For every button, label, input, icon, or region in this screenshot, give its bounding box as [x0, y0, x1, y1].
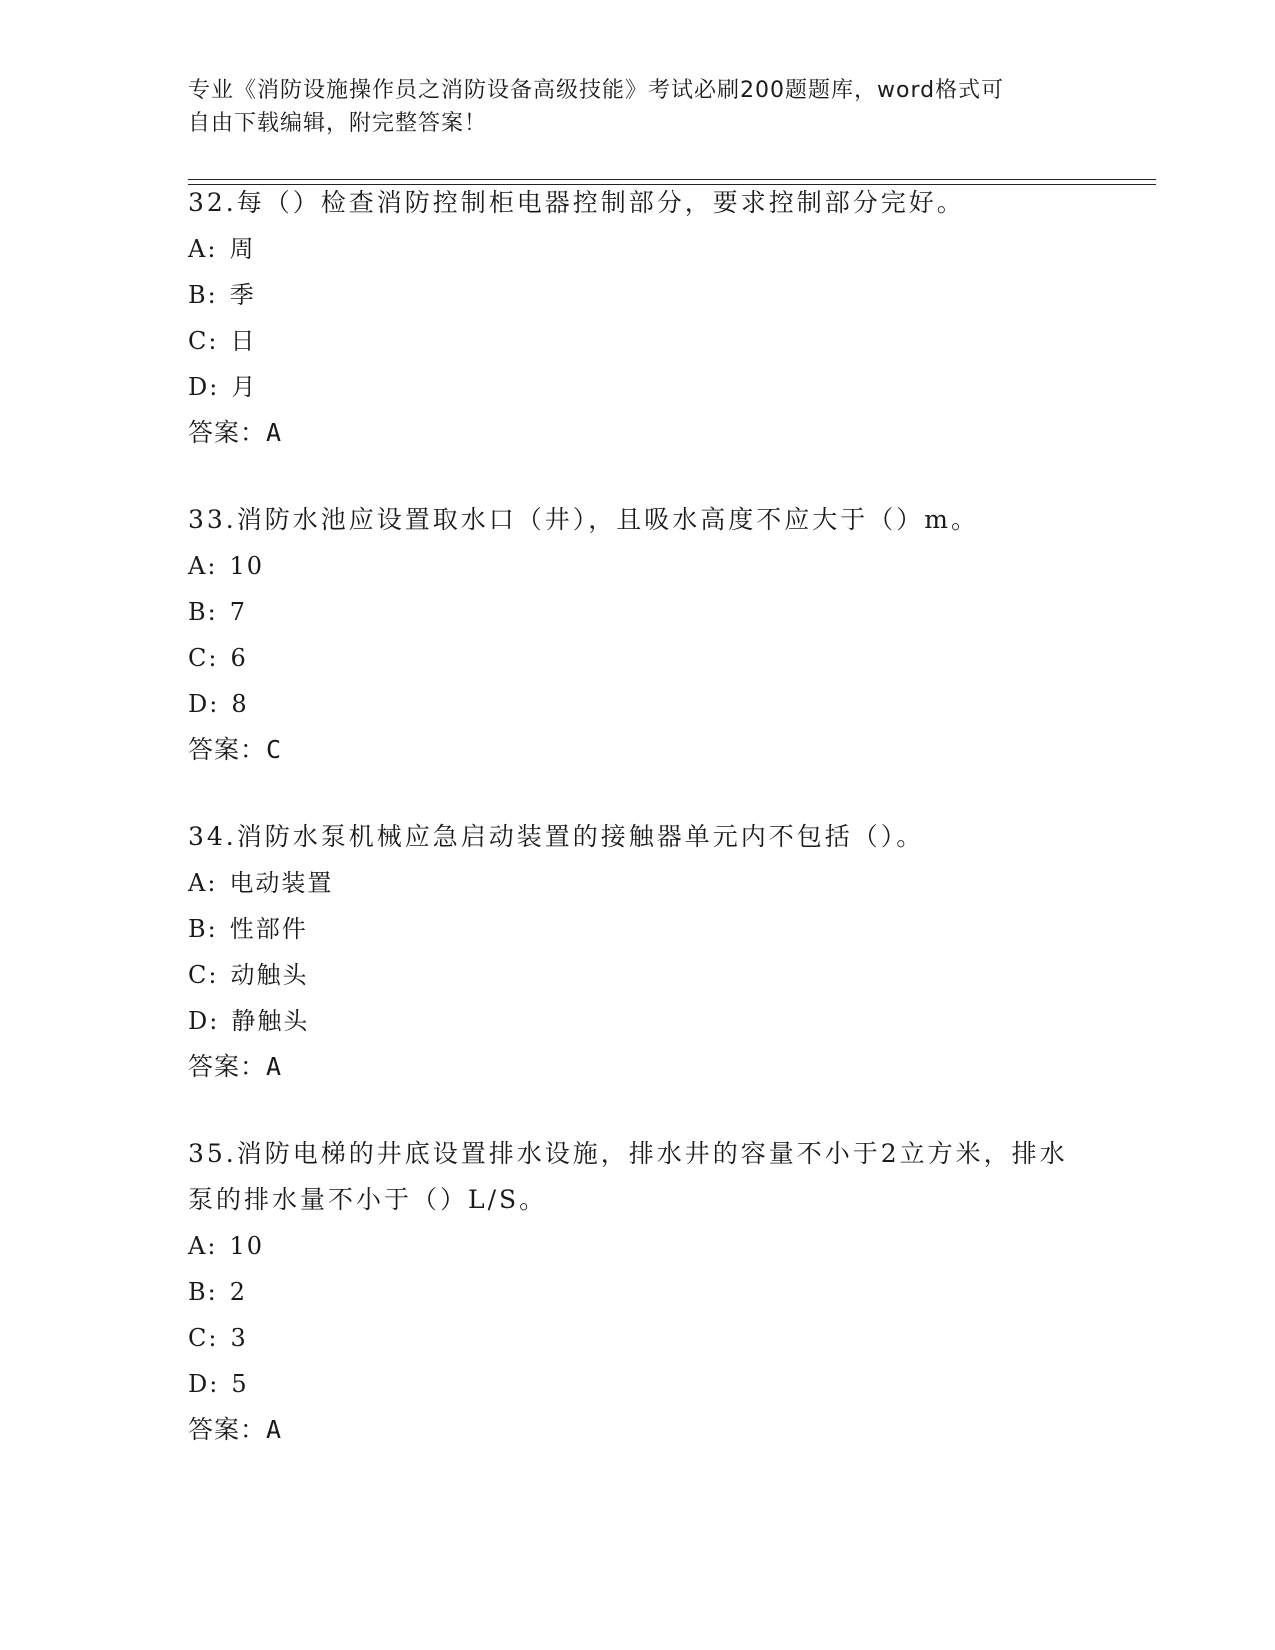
- answer-label: 答案：: [188, 1052, 267, 1081]
- option-text: 静触头: [231, 1007, 310, 1035]
- question-stem: 32.每（）检查消防控制柜电器控制部分，要求控制部分完好。: [188, 188, 965, 217]
- answer-value: A: [266, 1052, 283, 1081]
- option-d: D: 月: [188, 373, 258, 401]
- option-text: 3: [230, 1324, 248, 1352]
- option-a: A: 10: [188, 552, 264, 580]
- document-header: [188, 74, 1068, 140]
- option-text: 季: [229, 281, 256, 309]
- option-a: A: 周: [188, 235, 256, 263]
- answer-line: [188, 410, 1088, 456]
- option-d: D: 8: [188, 690, 249, 718]
- option-text: 日: [230, 327, 257, 355]
- option-text: 10: [229, 1232, 264, 1260]
- option-b: B: 2: [188, 1278, 248, 1306]
- answer-value: A: [266, 1415, 283, 1444]
- option-d: D: 静触头: [188, 1007, 310, 1035]
- header-line-1: 专业《消防设施操作员之消防设备高级技能》考试必刷200题题库，word格式可: [188, 78, 1005, 103]
- option-c: C: 3: [188, 1324, 248, 1352]
- answer-value: A: [266, 418, 283, 447]
- option-b: B: 性部件: [188, 915, 308, 943]
- option-b: B: 季: [188, 281, 256, 309]
- option-text: 周: [229, 235, 256, 263]
- answer-value: C: [266, 735, 283, 764]
- answer-line: [188, 727, 1088, 773]
- option-text: 5: [231, 1370, 249, 1398]
- option-text: 性部件: [229, 915, 308, 943]
- question-35: [188, 1131, 1068, 1453]
- option-b: B: 7: [188, 598, 248, 626]
- answer-label: 答案：: [188, 418, 267, 447]
- option-text: 电动装置: [229, 869, 334, 897]
- option-a: A: 10: [188, 1232, 264, 1260]
- option-c: C: 日: [188, 327, 257, 355]
- option-text: 2: [229, 1278, 248, 1306]
- answer-line: [188, 1044, 1088, 1090]
- answer-label: 答案：: [188, 735, 267, 764]
- question-stem: 33.消防水池应设置取水口（井），且吸水高度不应大于（）m。: [188, 505, 979, 534]
- option-d: D: 5: [188, 1370, 249, 1398]
- answer-label: 答案：: [188, 1415, 267, 1444]
- question-33: [188, 497, 1088, 773]
- option-text: 8: [231, 690, 249, 718]
- option-text: 7: [229, 598, 248, 626]
- option-a: A: 电动装置: [188, 869, 334, 897]
- question-stem: 34.消防水泵机械应急启动装置的接触器单元内不包括（）。: [188, 822, 925, 851]
- option-c: C: 动触头: [188, 961, 309, 989]
- answer-line: [188, 1407, 1068, 1453]
- option-text: 月: [231, 373, 258, 401]
- header-line-2: 自由下载编辑，附完整答案！: [188, 111, 488, 136]
- question-32: [188, 180, 1088, 456]
- option-c: C: 6: [188, 644, 248, 672]
- question-34: [188, 814, 1088, 1090]
- question-stem: 35.消防电梯的井底设置排水设施，排水井的容量不小于2立方米，排水泵的排水量不小于（）L/S。: [188, 1139, 1068, 1214]
- option-text: 10: [229, 552, 264, 580]
- option-text: 动触头: [230, 961, 309, 989]
- option-text: 6: [230, 644, 248, 672]
